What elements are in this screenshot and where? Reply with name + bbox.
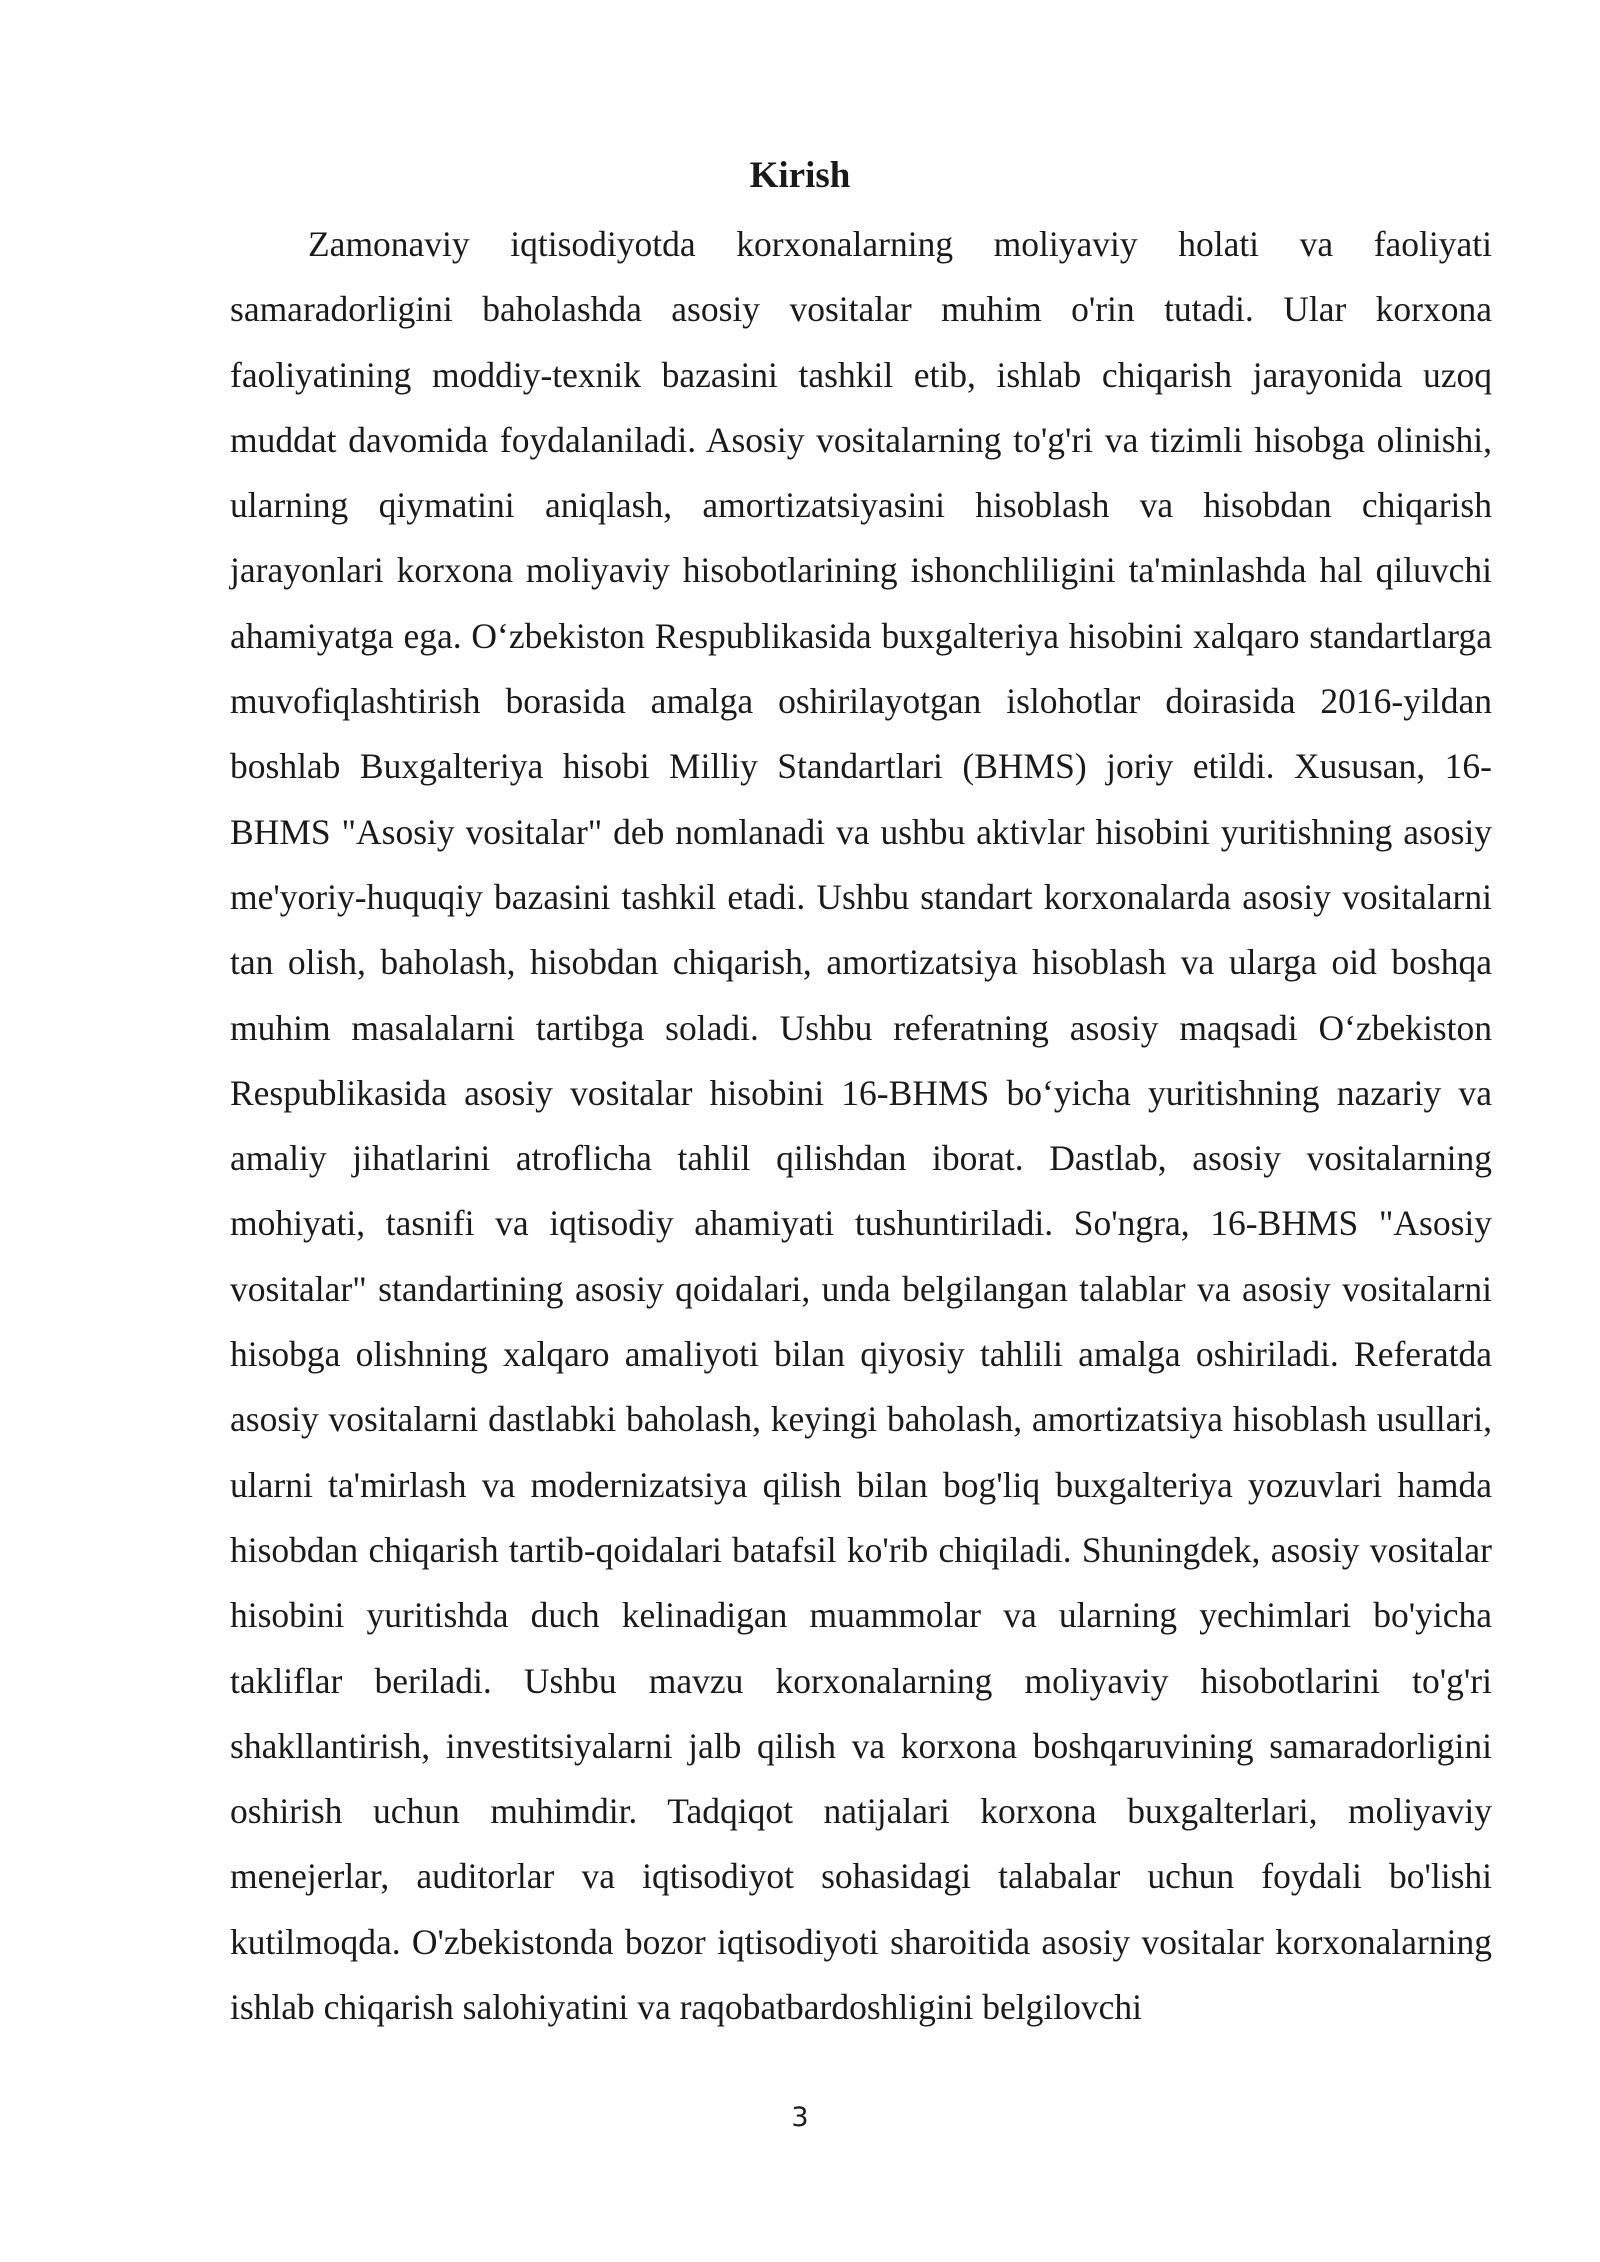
body-paragraph: Zamonaviy iqtisodiyotda korxonalarning moliyaviy holati va faoliyati samaradorligini baholashda asosiy vositalar muhim o'rin tutadi. Ular korxona faoliyatining moddiy-texnik bazasini tashkil etib, ishlab chiqarish jarayonida uzoq muddat davomida foydalaniladi. Asosiy vositalarning to'g'ri va tizimli hisobga olinishi, ularning qiymatini aniqlash, amortizatsiyasini hisoblash va hisobdan chiqarish jarayonlari korxona moliyaviy hisobotlarining ishonchliligini ta'minlashda hal qiluvchi ahamiyatga ega. O‘zbekiston Respublikasida buxgalteriya hisobini xalqaro standartlarga muvofiqlashtirish borasida amalga oshirilayotgan islohotlar doirasida 2016-yildan boshlab Buxgalteriya hisobi Milliy Standartlari (BHMS) joriy etildi. Xususan, 16-BHMS "Asosiy vositalar" deb nomlanadi va ushbu aktivlar hisobini yuritishning asosiy me'yoriy-huquqiy bazasini tashkil etadi. Ushbu standart korxonalarda asosiy vositalarni tan olish, baholash, hisobdan chiqarish, amortizatsiya hisoblash va ularga oid boshqa muhim masalalarni tartibga soladi. Ushbu referatning asosiy maqsadi O‘zbekiston Respublikasida asosiy vositalar hisobini 16-BHMS bo‘yicha yuritishning nazariy va amaliy jihatlarini atroflicha tahlil qilishdan iborat. Dastlab, asosiy vositalarning mohiyati, tasnifi va iqtisodiy ahamiyati tushuntiriladi. So'ngra, 16-BHMS "Asosiy vositalar" standartining asosiy qoidalari, unda belgilangan talablar va asosiy vositalarni hisobga olishning xalqaro amaliyoti bilan qiyosiy tahlili amalga oshiriladi. Referatda asosiy vositalarni dastlabki baholash, keyingi baholash, amortizatsiya hisoblash usullari, ularni ta'mirlash va modernizatsiya qilish bilan bog'liq buxgalteriya yozuvlari hamda hisobdan chiqarish tartib-qoidalari batafsil ko'rib chiqiladi. Shuningdek, asosiy vositalar hisobini yuritishda duch kelinadigan muammolar va ularning yechimlari bo'yicha takliflar beriladi. Ushbu mavzu korxonalarning moliyaviy hisobotlarini to'g'ri shakllantirish, investitsiyalarni jalb qilish va korxona boshqaruvining samaradorligini oshirish uchun muhimdir. Tadqiqot natijalari korxona buxgalterlari, moliyaviy menejerlar, auditorlar va iqtisodiyot sohasidagi talabalar uchun foydali bo'lishi kutilmoqda. O'zbekistonda bozor iqtisodiyoti sharoitida asosiy vositalar korxonalarning ishlab chiqarish salohiyatini va raqobatbardoshligini belgilovchi	[230, 224, 1492, 2028]
page-number: 3	[791, 2102, 809, 2133]
section-heading: Kirish	[749, 155, 851, 196]
